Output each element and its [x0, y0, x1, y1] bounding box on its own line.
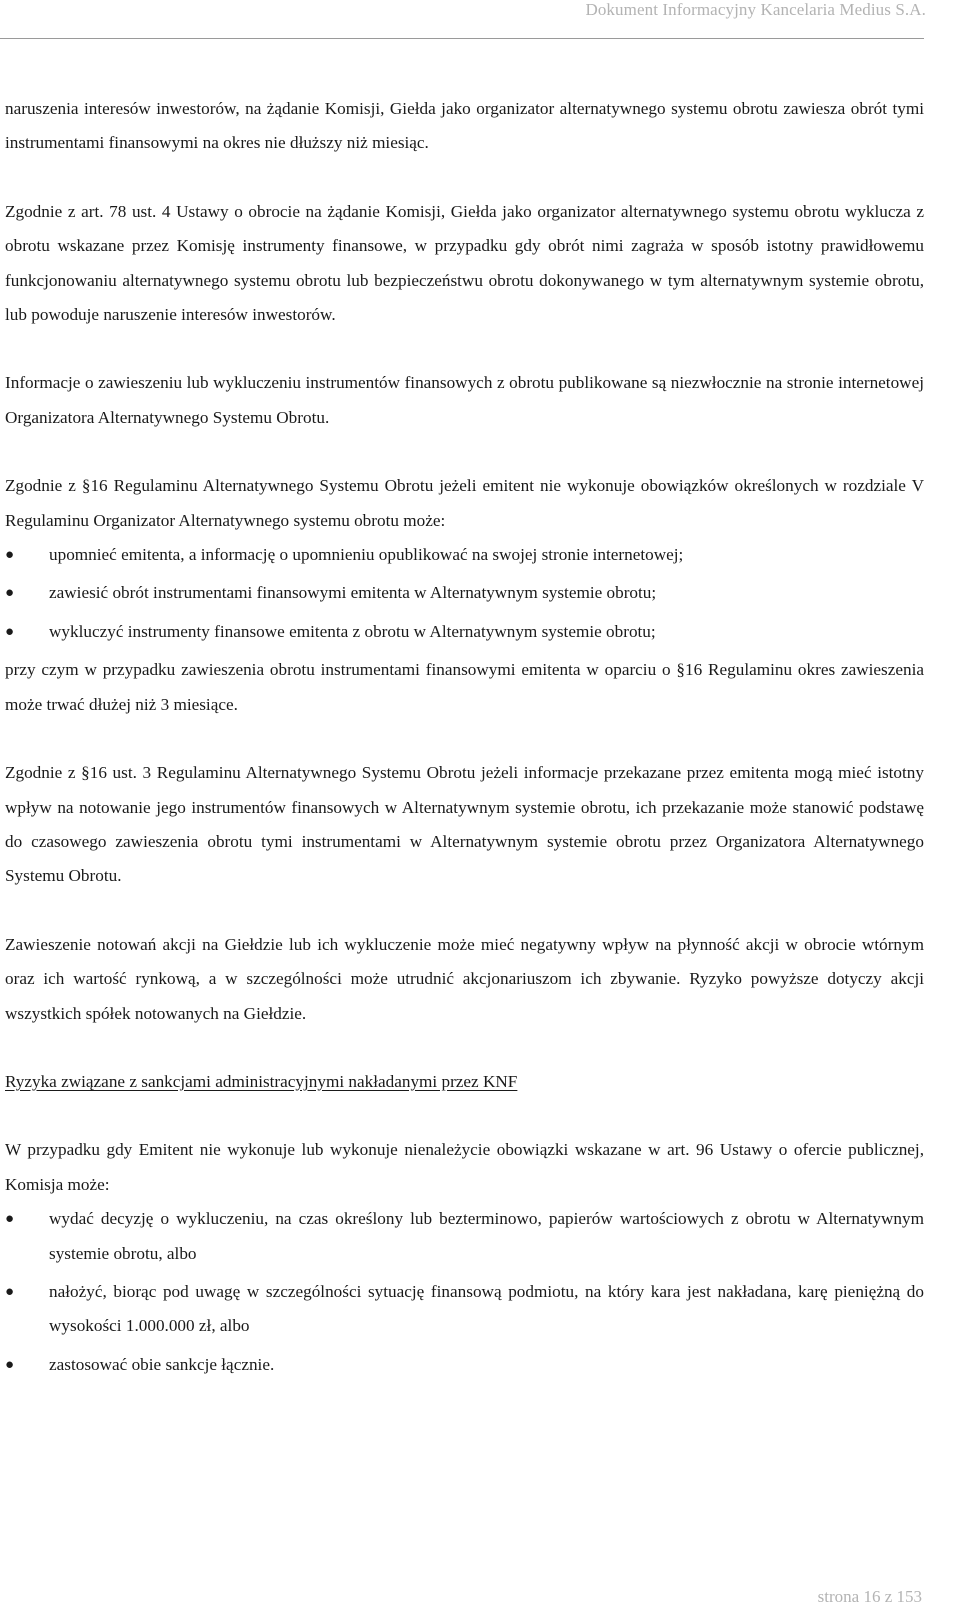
bullet-list — [5, 1202, 924, 1382]
list-item-text: zastosować obie sankcje łącznie. — [49, 1354, 275, 1374]
document-header-title: Dokument Informacyjny Kancelaria Medius S.A. — [585, 0, 926, 19]
bullet-icon: ● — [5, 1356, 15, 1373]
paragraph: Informacje o zawieszeniu lub wykluczeniu instrumentów finansowych z obrotu publikowane są niezwłocznie na stronie internetowej Organizatora Alternatywnego Systemu Obrotu. — [5, 373, 924, 427]
list-item-text: zawiesić obrót instrumentami finansowymi emitenta w Alternatywnym systemie obrotu; — [49, 583, 657, 603]
list-item — [5, 1348, 924, 1382]
bullet-icon: ● — [5, 547, 15, 564]
paragraph: Zgodnie z art. 78 ust. 4 Ustawy o obrocie na żądanie Komisji, Giełda jako organizator alternatywnego systemu obrotu wyklucza z obrotu wskazane przez Komisję instrumenty finansowe, w przypadku gdy obrót nimi zagraża w sposób istotny prawidłowemu funkcjonowaniu alternatywnego systemu obrotu lub bezpieczeństwu obrotu dokonywanego w tym alternatywnym systemie obrotu, lub powoduje naruszenie interesów inwestorów. — [5, 201, 924, 325]
paragraph: Zawieszenie notowań akcji na Giełdzie lub ich wykluczenie może mieć negatywny wpływ na płynność akcji w obrocie wtórnym oraz ich wartość rynkową, a w szczególności może utrudnić akcjonariuszom ich zbywanie. Ryzyko powyższe dotyczy akcji wszystkich spółek notowanych na Giełdzie. — [5, 934, 924, 1023]
paragraph: Zgodnie z §16 Regulaminu Alternatywnego Systemu Obrotu jeżeli emitent nie wykonuje obowiązków określonych w rozdziale V Regulaminu Organizator Alternatywnego systemu obrotu może: — [5, 476, 924, 530]
list-item-text: nałożyć, biorąc pod uwagę w szczególności sytuację finansową podmiotu, na który kara jest nakładana, karę pieniężną do wysokości 1.000.000 zł, albo — [49, 1281, 924, 1336]
bullet-icon: ● — [5, 1211, 15, 1228]
bullet-icon: ● — [5, 1283, 15, 1300]
list-item — [5, 615, 924, 649]
list-item — [5, 576, 924, 610]
paragraph: W przypadku gdy Emitent nie wykonuje lub wykonuje nienależycie obowiązki wskazane w art. 96 Ustawy o ofercie publicznej, Komisja może: — [5, 1140, 924, 1194]
header-divider — [0, 38, 924, 39]
paragraph: Zgodnie z §16 ust. 3 Regulaminu Alternatywnego Systemu Obrotu jeżeli informacje przekazane przez emitenta mogą mieć istotny wpływ na notowanie jego instrumentów finansowych w Alternatywnym systemie obrotu, ich przekazanie może stanowić podstawę do czasowego zawieszenia obrotu tymi instrumentami w Alternatywnym systemie obrotu przez Organizatora Alternatywnego Systemu Obrotu. — [5, 763, 924, 886]
list-item — [5, 538, 924, 572]
list-item-text: wydać decyzję o wykluczeniu, na czas określony lub bezterminowo, papierów wartościowych z obrotu w Alternatywnym systemie obrotu, albo — [49, 1209, 924, 1263]
bullet-icon: ● — [5, 623, 15, 640]
list-item-text: upomnieć emitenta, a informację o upomnieniu opublikować na swojej stronie internetowej; — [49, 545, 684, 565]
list-item-text: wykluczyć instrumenty finansowe emitenta z obrotu w Alternatywnym systemie obrotu; — [49, 621, 656, 641]
paragraph: naruszenia interesów inwestorów, na żądanie Komisji, Giełda jako organizator alternatywnego systemu obrotu zawiesza obrót tymi instrumentami finansowymi na okres nie dłuższy niż miesiąc. — [5, 99, 924, 153]
document-body — [5, 92, 924, 1386]
bullet-list — [5, 538, 924, 649]
paragraph: przy czym w przypadku zawieszenia obrotu instrumentami finansowymi emitenta w oparciu o §16 Regulaminu okres zawieszenia może trwać dłużej niż 3 miesiące. — [5, 660, 924, 714]
page-number: strona 16 z 153 — [817, 1587, 922, 1606]
bullet-icon: ● — [5, 585, 15, 602]
list-item — [5, 1275, 924, 1344]
list-item — [5, 1202, 924, 1271]
section-heading: Ryzyka związane z sankcjami administracyjnymi nakładanymi przez KNF — [5, 1071, 518, 1091]
